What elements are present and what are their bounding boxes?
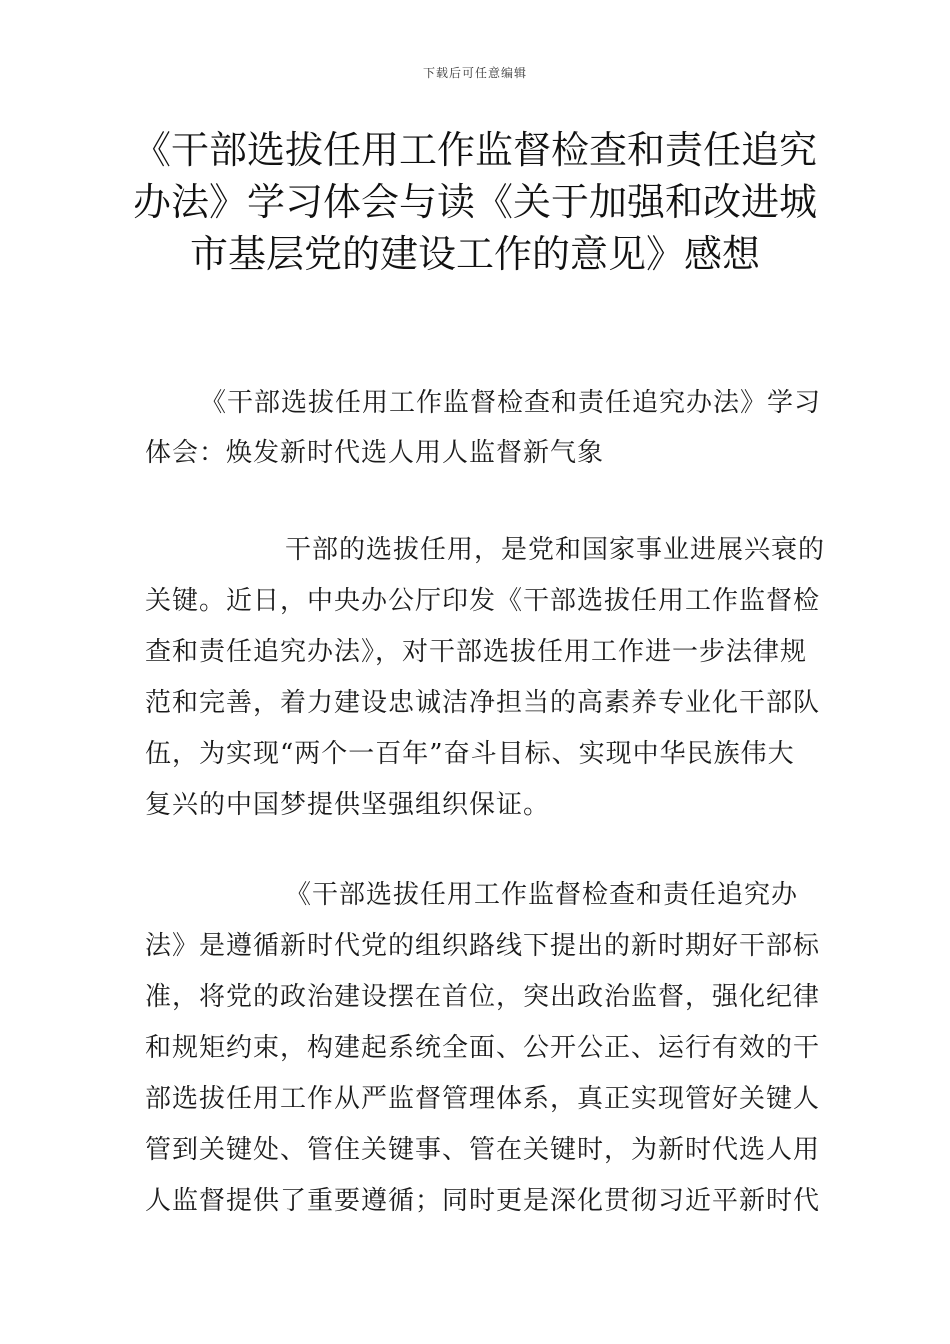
paragraph-line: 准，将党的政治建设摆在首位，突出政治监督，强化纪律 (145, 982, 821, 1012)
title-line: 市基层党的建设工作的意见》感想 (189, 232, 760, 276)
paragraph-line: 和规矩约束，构建起系统全面、公开公正、运行有效的干 (145, 1033, 821, 1063)
header-note: 下载后可任意编辑 (422, 66, 527, 80)
section-subtitle (145, 378, 822, 478)
paragraph-line: 关键。近日，中央办公厅印发《干部选拔任用工作监督检 (145, 586, 821, 616)
title-line: 办法》学习体会与读《关于加强和改进城 (132, 180, 817, 224)
paragraph-line: 复兴的中国梦提供坚强组织保证。 (145, 790, 551, 820)
paragraph-line: 人监督提供了重要遵循；同时更是深化贯彻习近平新时代 (145, 1186, 821, 1216)
paragraph-line: 《干部选拔任用工作监督检查和责任追究办 (285, 880, 799, 910)
paragraph-2 (145, 870, 821, 1227)
title-line: 《干部选拔任用工作监督检查和责任追究 (132, 128, 817, 172)
paragraph-line: 干部的选拔任用，是党和国家事业进展兴衰的 (285, 535, 826, 565)
paragraph-line: 部选拔任用工作从严监督管理体系，真正实现管好关键人 (145, 1084, 821, 1114)
document-title (120, 124, 830, 280)
paragraph-line: 查和责任追究办法》，对干部选拔任用工作进一步法律规 (145, 637, 808, 667)
paragraph-line: 伍，为实现“两个一百年”奋斗目标、实现中华民族伟大 (145, 739, 795, 769)
paragraph-1 (145, 525, 826, 831)
subtitle-line: 体会：焕发新时代选人用人监督新气象 (145, 438, 605, 468)
paragraph-line: 范和完善，着力建设忠诚洁净担当的高素养专业化干部队 (145, 688, 821, 718)
paragraph-line: 法》是遵循新时代党的组织路线下提出的新时期好干部标 (145, 931, 821, 961)
paragraph-line: 管到关键处、管住关键事、管在关键时，为新时代选人用 (145, 1135, 821, 1165)
subtitle-line: 《干部选拔任用工作监督检查和责任追究办法》学习 (200, 388, 822, 418)
